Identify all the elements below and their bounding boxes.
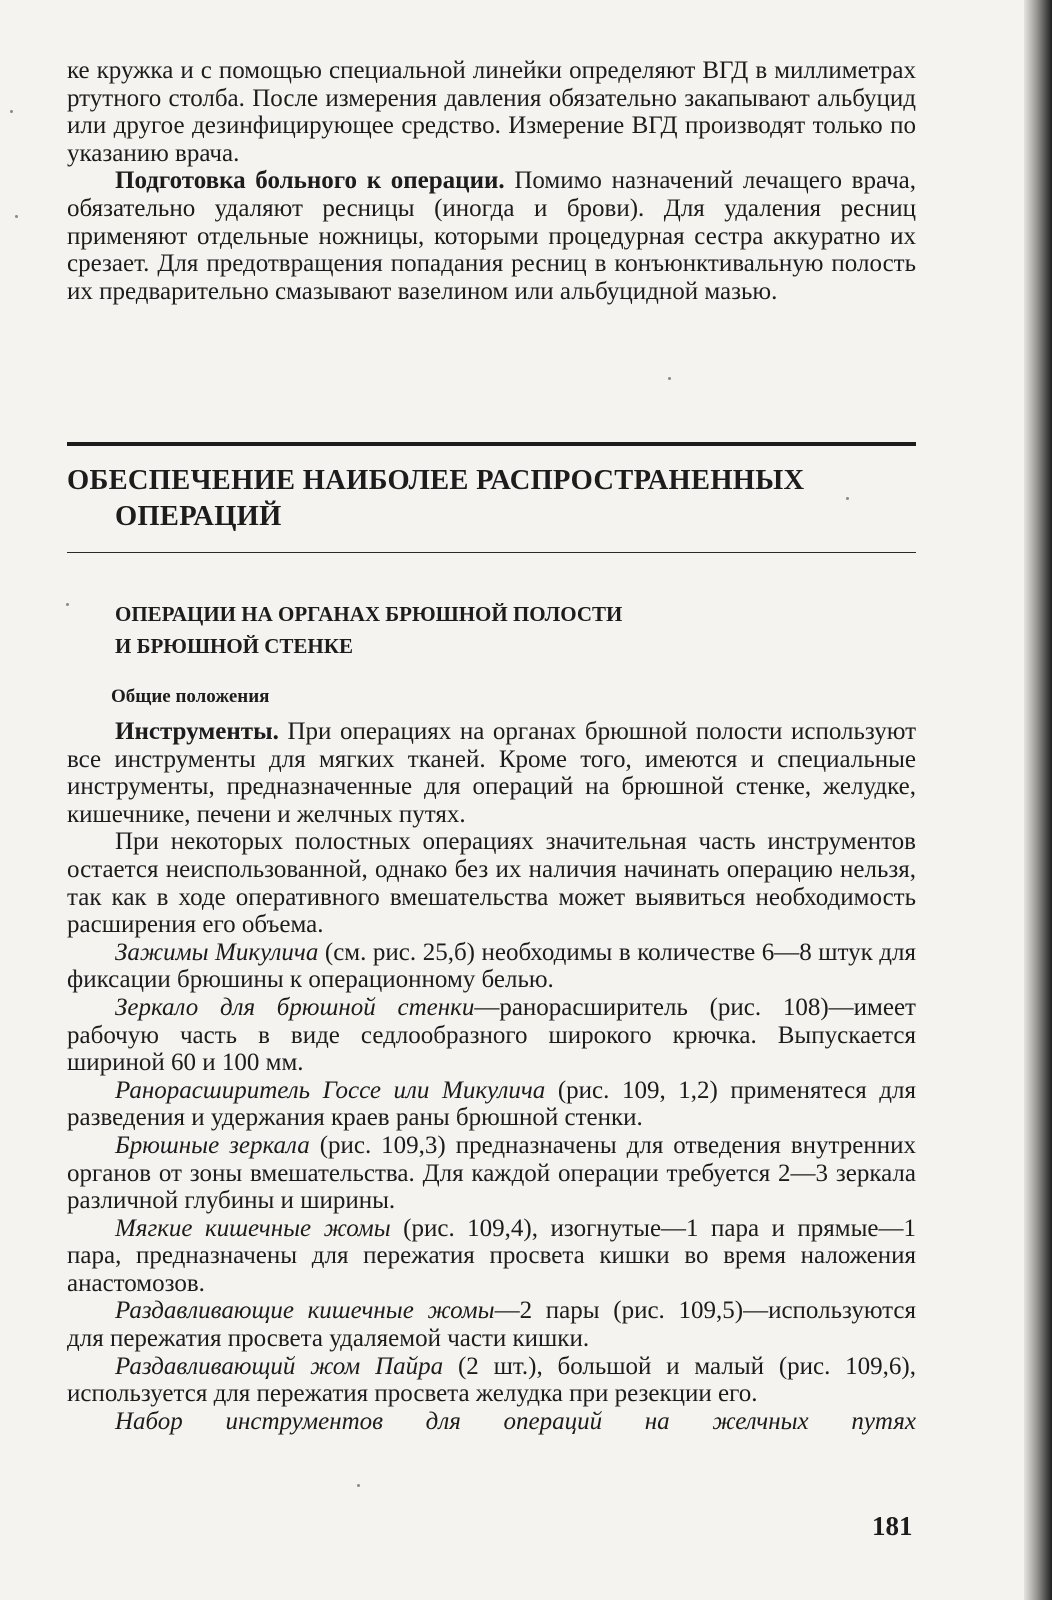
subsection-title-line1: ОПЕРАЦИИ НА ОРГАНАХ БРЮШНОЙ ПОЛОСТИ xyxy=(115,602,623,626)
paragraph-wall-mirror xyxy=(67,994,916,1077)
section-title-line1: ОБЕСПЕЧЕНИЕ НАИБОЛЕЕ РАСПРОСТРАНЕННЫХ xyxy=(67,465,805,496)
paragraph-continuation: ке кружка и с помощью специальной линейки определяют ВГД в миллиметрах ртутного столба. После измерения давления обязательно закапывают альбуцид или другое дезинфицирующее средство. Измерение ВГД производят только по указанию врача. xyxy=(67,57,916,167)
scan-speck xyxy=(15,215,18,218)
section-top-rule xyxy=(67,442,916,446)
paragraph-abdominal-mirrors xyxy=(67,1132,916,1215)
scan-speck xyxy=(668,377,671,380)
paragraph-unused-instruments: При некоторых полостных операциях значительная часть инструментов остается неиспользованной, однако без их наличия начинать операцию нельзя, так как в ходе оперативного вмешательства может выявиться необходимость расширения его объема. xyxy=(67,828,916,939)
paragraph-text: (см. рис. 25,б) необходимы в количестве 6—8 штук для фиксации брюшины к операционному белью. xyxy=(67,938,916,994)
body-text-block xyxy=(67,718,916,1435)
term-italic: Раздавливающие кишечные жомы xyxy=(115,1297,495,1325)
scan-speck xyxy=(357,1484,360,1487)
section-title xyxy=(67,463,916,535)
paragraph-text: (рис. 109, 1,2) применятеся для разведения и удержания краев раны брюшной стенки. xyxy=(67,1076,916,1132)
paragraph-soft-clamps xyxy=(67,1215,916,1298)
scan-speck xyxy=(10,110,13,113)
paragraph-lead: Подготовка больного к операции. xyxy=(115,167,505,195)
paragraph-text: (2 шт.), большой и малый (рис. 109,6), используется для пережатия просвета желудка при резекции его. xyxy=(67,1352,917,1408)
subsection-title-line2: И БРЮШНОЙ СТЕНКЕ xyxy=(115,634,354,658)
paragraph-payr-clamp xyxy=(67,1353,916,1408)
scan-speck xyxy=(66,603,69,606)
term-italic: Ранорасширитель Госсе или Микулича xyxy=(115,1076,546,1104)
section-title-line2: ОПЕРАЦИЙ xyxy=(115,501,282,532)
paragraph-text: Помимо назначений лечащего врача, обязательно удаляют ресницы (иногда и брови). Для удаления ресниц применяют отдельные ножницы, которыми процедурная сестра аккуратно их срезает. Для предотвращения попадания ресниц в конъюнктивальную полость их предварительно смазывают вазелином или альбуцидной мазью. xyxy=(67,167,916,305)
subsection-title xyxy=(115,598,815,662)
paragraph-retractor xyxy=(67,1077,916,1132)
sub-subsection-title: Общие положения xyxy=(111,686,270,707)
paragraph-text: (рис. 109,3) предназначены для отведения внутренних органов от зоны вмешательства. Для каждой операции требуется 2—3 зеркала различной глубины и ширины. xyxy=(67,1131,916,1215)
scan-speck xyxy=(846,497,849,500)
term-italic: Зеркало для брюшной стенки xyxy=(115,993,475,1021)
section-bottom-rule xyxy=(67,552,916,553)
paragraph-text: При операциях на органах брюшной полости используют все инструменты для мягких тканей. Кроме того, имеются и специальные инструменты, предназначенные для операций на брюшной стенке, желудке, кишечнике, печени и желчных путях. xyxy=(67,718,916,828)
paragraph-text: —2 пары (рис. 109,5)—используются для пережатия просвета удаляемой части кишки. xyxy=(67,1297,916,1353)
term-italic: Зажимы Микулича xyxy=(115,938,319,966)
paragraph-lead: Инструменты. xyxy=(115,718,279,745)
term-italic: Брюшные зеркала xyxy=(115,1131,310,1159)
term-italic: Набор инструментов для операций на желчных путях xyxy=(115,1407,916,1435)
book-spine-shadow xyxy=(1024,0,1052,1600)
paragraph-text: (рис. 109,4), изогнутые—1 пара и прямые—1 пара, предназначены для пережатия просвета кишки во время наложения анастомозов. xyxy=(67,1214,916,1297)
term-italic: Мягкие кишечные жомы xyxy=(115,1214,391,1242)
paragraph-mikulicz-clamps xyxy=(67,939,916,994)
paragraph-biliary-set xyxy=(67,1408,916,1436)
top-text-block xyxy=(67,57,916,305)
paragraph-crushing-clamps xyxy=(67,1297,916,1352)
page-number: 181 xyxy=(872,1511,913,1541)
paragraph-instruments xyxy=(67,718,916,828)
term-italic: Раздавливающий жом Пайра xyxy=(115,1352,444,1380)
paragraph-patient-prep xyxy=(67,167,916,305)
paragraph-text: —ранорасширитель (рис. 108)—имеет рабочую часть в виде седлообразного широкого крючка. Выпускается шириной 60 и 100 мм. xyxy=(67,993,916,1077)
